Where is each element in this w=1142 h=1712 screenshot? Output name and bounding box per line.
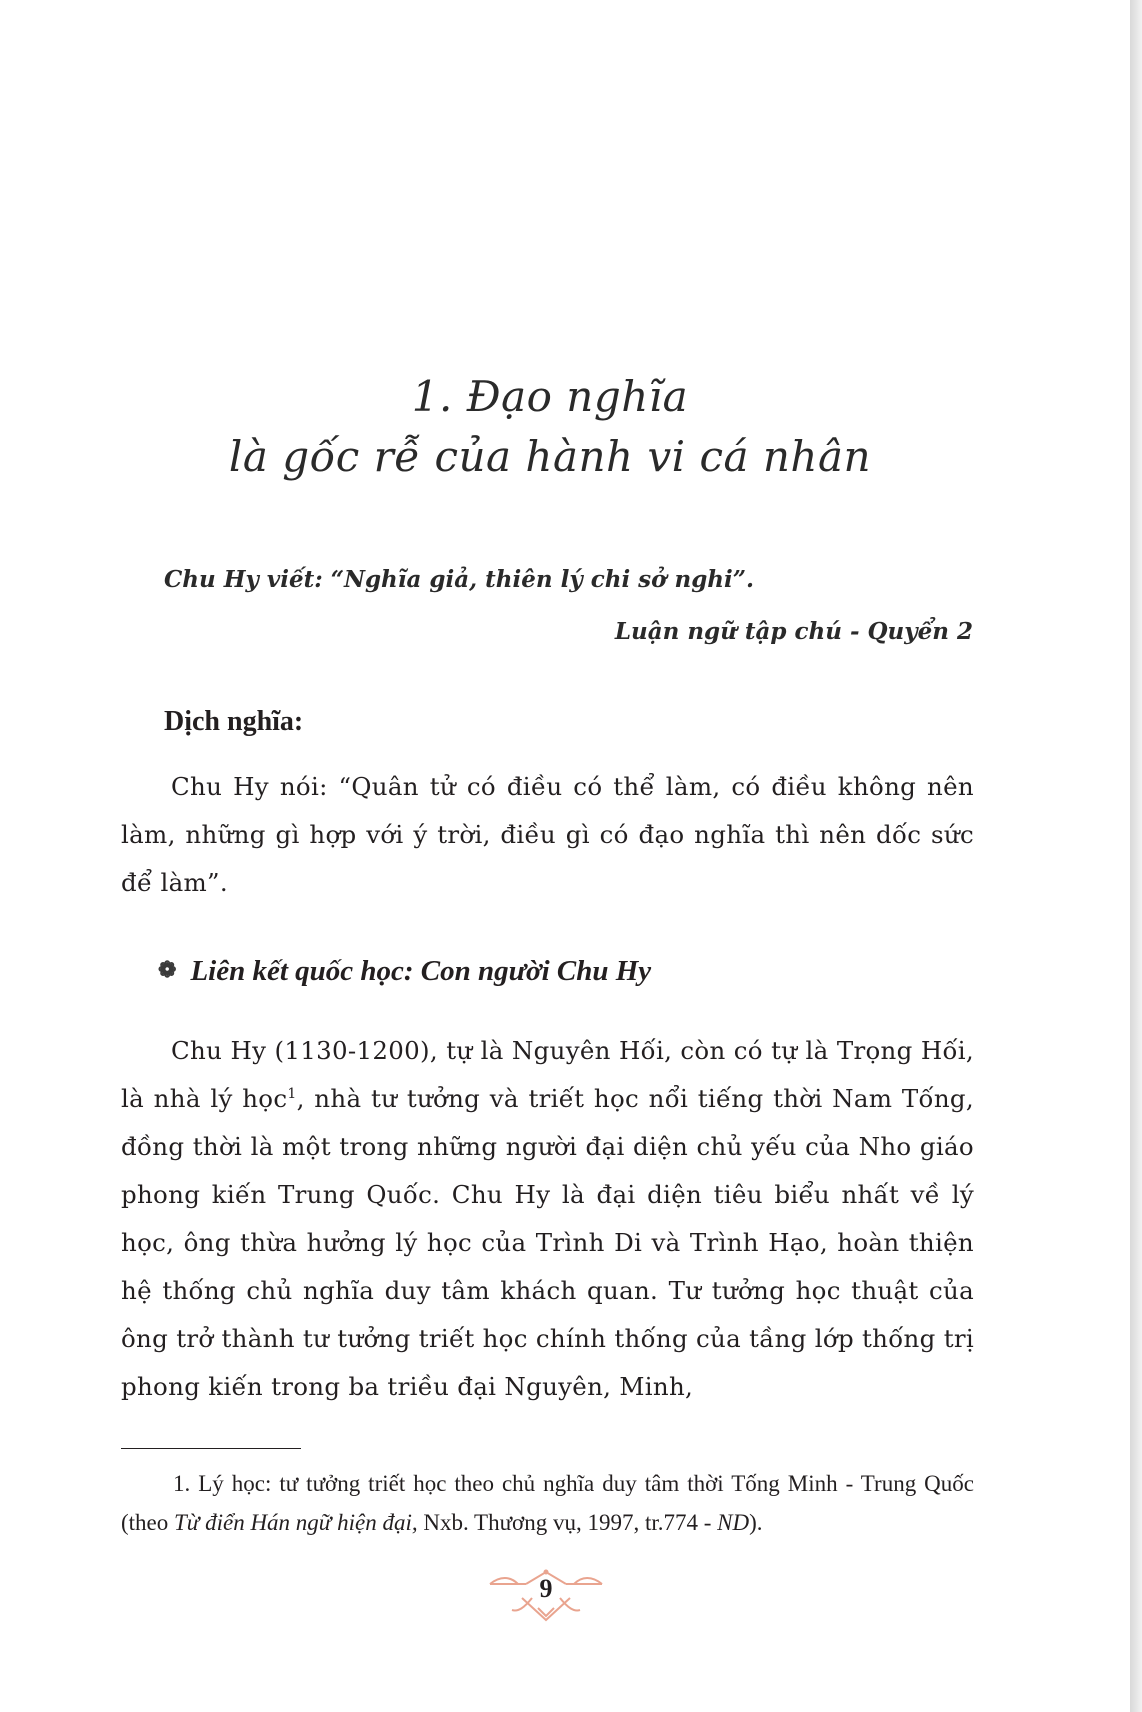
footnote-nd: ND [717, 1510, 750, 1535]
section-heading [158, 955, 651, 988]
footnote-tail: ). [749, 1510, 763, 1535]
chapter-title-line-2: là gốc rễ của hành vi cá nhân [228, 432, 872, 481]
section-heading-text: Liên kết quốc học: Con người Chu Hy [190, 955, 652, 987]
flower-bullet-icon: ❁ [158, 957, 177, 982]
body-text-part-2: , nhà tư tưởng và triết học nổi tiếng thời Nam Tống, đồng thời là một trong những người đại diện chủ yếu của Nho giáo phong kiến Trung Quốc. Chu Hy là đại diện tiêu biểu nhất về lý học, ông thừa hưởng lý học của Trình Di và Trình Hạo, hoàn thiện hệ thống chủ nghĩa duy tâm khách quan. Tư tưởng học thuật của ông trở thành tư tưởng triết học chính thống của tầng lớp thống trị phong kiến trong ba triều đại Nguyên, Minh, [121, 1084, 974, 1401]
body-text-part-1: Chu Hy (1130-1200), tự là Nguyên Hối, còn có tự là Trọng Hối, là nhà lý học [121, 1036, 974, 1113]
translation-heading: Dịch nghĩa: [164, 706, 304, 737]
footnote-lead: 1. Lý học: tư tưởng triết học theo chủ nghĩa duy tâm thời Tống Minh - Trung Quốc (theo [121, 1471, 974, 1535]
footnote [121, 1464, 974, 1542]
chapter-title-line-1: 1. Đạo nghĩa [411, 372, 689, 421]
body-paragraph [121, 1027, 974, 1411]
page-edge-shadow [1130, 0, 1142, 1712]
epigraph-source: Luận ngữ tập chú - Quyển 2 [614, 618, 973, 645]
translation-paragraph: Chu Hy nói: “Quân tử có điều có thể làm, có điều không nên làm, những gì hợp với ý trời, điều gì có đạo nghĩa thì nên dốc sức để làm”. [121, 772, 974, 897]
footnote-reference: 1 [287, 1085, 297, 1102]
epigraph-quote: Chu Hy viết: “Nghĩa giả, thiên lý chi sở nghi”. [164, 566, 754, 593]
footnote-mid: Nxb. Thương vụ, 1997, tr.774 - [417, 1510, 718, 1535]
page-number: 9 [539, 1574, 553, 1603]
footnote-book-title: Từ điển Hán ngữ hiện đại, [174, 1510, 418, 1535]
footnote-divider [121, 1448, 301, 1449]
